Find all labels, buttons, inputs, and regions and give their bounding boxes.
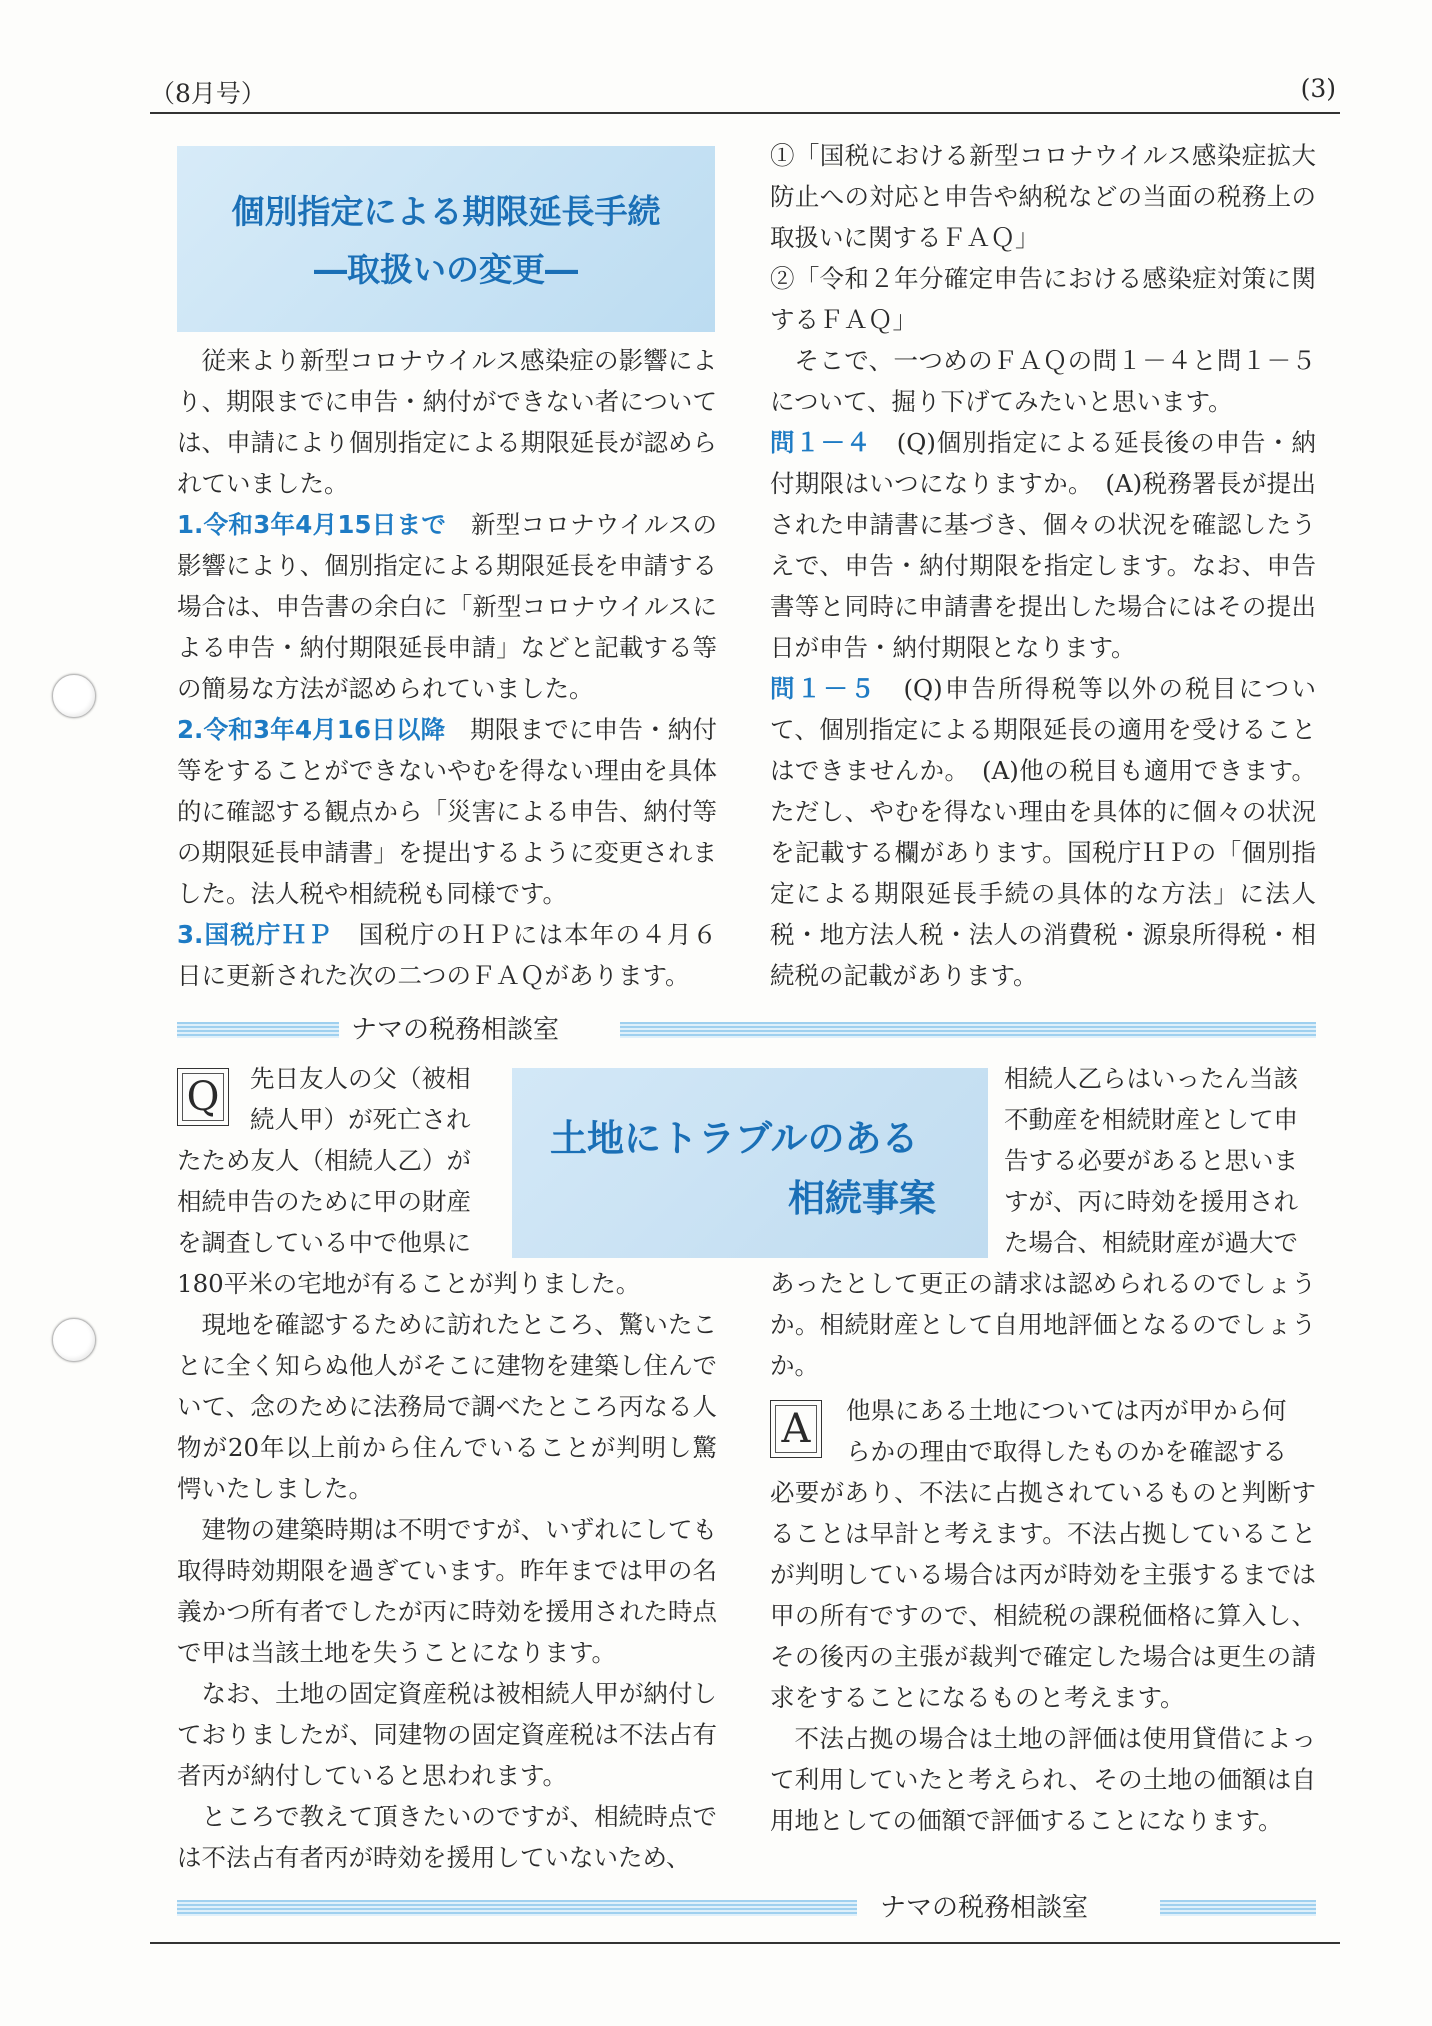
section-label-bottom: ナマの税務相談室 — [868, 1892, 1100, 1924]
item-heading: 3.国税庁ＨＰ — [177, 920, 333, 949]
article1-intro: 従来より新型コロナウイルス感染症の影響により、期限までに申告・納付ができない者については、申請により個別指定による期限延長が認められていました。 — [177, 346, 717, 498]
question-paragraph: なお、土地の固定資産税は被相続人甲が納付しておりましたが、同建物の固定資産税は不法占有者丙が納付していると思われます。 — [177, 1679, 717, 1790]
binder-hole-top — [52, 674, 96, 718]
article1-subtitle: ―取扱いの変更― — [314, 250, 578, 289]
question-heading: 問１－４ — [770, 428, 872, 457]
question-text: (Q)申告所得税等以外の税目について、個別指定による期限延長の適用を受けることはできませんか。 (A)他の税目も適用できます。ただし、やむを得ない理由を具体的に個々の状況を記載する欄があります。国税庁ＨＰの「個別指定による期限延長手続の具体的な方法」に法人税・地方法人税・法人の消費税・源泉所得税・相続税の記載があります。 — [770, 674, 1316, 990]
question-intro-short — [250, 1058, 500, 1140]
article1-title-box — [177, 146, 715, 332]
article1-title: 個別指定による期限延長手続 — [231, 192, 661, 231]
question-paragraph: 現地を確認するために訪れたところ、驚いたことに全く知らぬ他人がそこに建物を建築し住んでいて、念のために法務局で調べたところ丙なる人物が20年以上前から住んでいることが判明し驚愕いたしました。 — [177, 1310, 717, 1503]
q-right-line: 告する必要があると思いま — [1004, 1146, 1298, 1175]
answer-mark: A — [770, 1400, 822, 1458]
answer-intro — [846, 1390, 1316, 1472]
article1-item-2 — [177, 709, 717, 914]
article2-left-column — [177, 1263, 717, 1878]
question-paragraph: 建物の建築時期は不明ですが、いずれにしても取得時効期限を過ぎています。昨年までは甲の名義かつ所有者でしたが丙に時効を援用された時点で甲は当該土地を失うことになります。 — [177, 1515, 717, 1667]
question-paragraph: ところで教えて頂きたいのですが、相続時点では不法占有者丙が時効を援用していないため、 — [177, 1802, 717, 1872]
question-heading: 問１－５ — [770, 674, 877, 703]
section-band-left — [177, 1022, 339, 1038]
faq-1: ①「国税における新型コロナウイルス感染症拡大防止への対応と申告や納税などの当面の税務上の取扱いに関するＦＡＱ」 — [770, 141, 1316, 252]
item-text: 新型コロナウイルスの影響により、個別指定による期限延長を申請する場合は、申告書の余白に「新型コロナウイルスによる申告・納付期限延長申請」などと記載する等の簡易な方法が認められていました。 — [177, 510, 718, 703]
faq-intro: そこで、一つめのＦＡＱの問１－４と問１－５について、掘り下げてみたいと思います。 — [770, 346, 1316, 416]
answer-paragraph: 不法占拠の場合は土地の評価は使用貸借によって利用していたと考えられ、その土地の価額は自用地としての価額で評価することになります。 — [770, 1724, 1316, 1835]
article2-title: 土地にトラブルのある — [550, 1117, 919, 1160]
section-label-top: ナマの税務相談室 — [339, 1014, 571, 1046]
item-text: 期限までに申告・納付等をすることができないやむを得ない理由を具体的に確認する観点から「災害による申告、納付等の期限延長申請書」を提出するように変更されました。法人税や相続税も同様です。 — [177, 715, 718, 908]
answer-paragraph: 必要があり、不法に占拠されているものと判断することは早計と考えます。不法占拠していることが判明している場合は丙が時効を主張するまでは甲の所有ですので、相続税の課税価格に算入し、その後丙の主張が裁判で確定した場合は更生の請求をすることになるものと考えます。 — [770, 1478, 1316, 1712]
question-paragraph: あったとして更正の請求は認められるのでしょうか。相続財産として自用地評価となるのでしょうか。 — [770, 1269, 1316, 1380]
section-band-bottom-left — [177, 1900, 857, 1916]
q-right-line: た場合、相続財産が過大で — [1004, 1228, 1298, 1257]
binder-hole-bottom — [52, 1318, 96, 1362]
item-heading: 1.令和3年4月15日まで — [177, 510, 447, 539]
top-rule — [150, 112, 1340, 114]
item-heading: 2.令和3年4月16日以降 — [177, 715, 446, 744]
q-right-line: 相続人乙らはいったん当該 — [1004, 1064, 1298, 1093]
question-continued-narrow — [1004, 1058, 1320, 1263]
issue-label: （8月号） — [150, 79, 266, 108]
q-intro-line: を調査している中で他県に — [177, 1228, 471, 1257]
a-intro-line: 他県にある土地については丙が甲から何 — [846, 1396, 1287, 1425]
article2-subtitle: 相続事案 — [788, 1177, 936, 1220]
page-number: (3) — [1300, 74, 1336, 103]
question-mark: Q — [177, 1068, 229, 1126]
faq-2: ②「令和２年分確定申告における感染症対策に関するＦＡＱ」 — [770, 264, 1316, 334]
section-band-right — [620, 1022, 1316, 1038]
q-intro-line: たため友人（相続人乙）が — [177, 1146, 471, 1175]
question-text: (Q)個別指定による延長後の申告・納付期限はいつになりますか。 (A)税務署長が提出された申請書に基づき、個々の状況を確認したうえで、申告・納付期限を指定します。なお、申告書等と同時に申請書を提出した場合にはその提出日が申告・納付期限となります。 — [770, 428, 1317, 662]
item-text: 国税庁のＨＰには本年の４月６日に更新された次の二つのＦＡＱがあります。 — [177, 920, 718, 990]
article1-left-column — [177, 340, 717, 996]
article2-answer — [770, 1472, 1316, 1841]
article1-right-column — [770, 135, 1316, 996]
a-intro-line: らかの理由で取得したものかを確認する — [846, 1437, 1287, 1466]
bottom-rule — [150, 1942, 1340, 1944]
article1-item-3 — [177, 914, 717, 996]
q-right-line: 不動産を相続財産として申 — [1004, 1105, 1298, 1134]
q-intro-line: 続人甲）が死亡され — [250, 1105, 471, 1134]
faq-q1-5 — [770, 668, 1316, 996]
article1-item-1 — [177, 504, 717, 709]
q-right-line: すが、丙に時効を援用され — [1004, 1187, 1298, 1216]
question-paragraph: 180平米の宅地が有ることが判りました。 — [177, 1269, 641, 1298]
section-band-bottom-right — [1160, 1900, 1316, 1916]
question-continued-wide — [770, 1263, 1316, 1386]
q-intro-line: 相続申告のために甲の財産 — [177, 1187, 471, 1216]
article2-title-box — [512, 1068, 988, 1258]
question-intro-long — [177, 1140, 507, 1263]
faq-q1-4 — [770, 422, 1316, 668]
q-intro-line: 先日友人の父（被相 — [250, 1064, 471, 1093]
